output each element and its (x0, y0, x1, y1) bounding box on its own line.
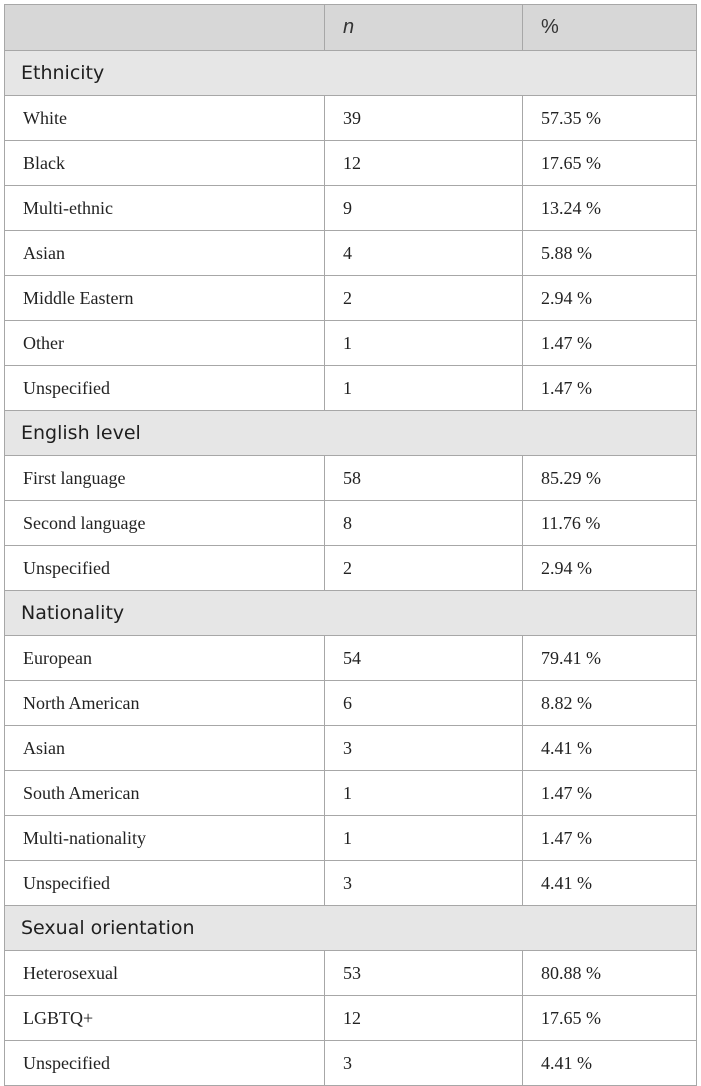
section-title: Ethnicity (5, 51, 697, 96)
row-count: 39 (325, 96, 523, 141)
row-count: 2 (325, 546, 523, 591)
row-label: Asian (5, 231, 325, 276)
row-label: White (5, 96, 325, 141)
row-percent: 17.65 % (523, 141, 697, 186)
table-row (5, 681, 697, 726)
row-count: 54 (325, 636, 523, 681)
section-title: Nationality (5, 591, 697, 636)
table-row (5, 771, 697, 816)
row-percent: 5.88 % (523, 231, 697, 276)
row-count: 4 (325, 231, 523, 276)
demographics-table-container (4, 4, 696, 1086)
row-percent: 79.41 % (523, 636, 697, 681)
row-label: Unspecified (5, 1041, 325, 1086)
row-count: 6 (325, 681, 523, 726)
row-percent: 80.88 % (523, 951, 697, 996)
table-row (5, 366, 697, 411)
row-count: 12 (325, 996, 523, 1041)
table-row (5, 96, 697, 141)
row-percent: 1.47 % (523, 321, 697, 366)
table-row (5, 501, 697, 546)
row-count: 9 (325, 186, 523, 231)
table-row (5, 1041, 697, 1086)
row-label: Second language (5, 501, 325, 546)
row-label: Unspecified (5, 546, 325, 591)
row-count: 1 (325, 816, 523, 861)
row-label: Other (5, 321, 325, 366)
row-label: Unspecified (5, 861, 325, 906)
row-percent: 17.65 % (523, 996, 697, 1041)
row-label: Multi-ethnic (5, 186, 325, 231)
section-row (5, 51, 697, 96)
table-row (5, 726, 697, 771)
row-label: Multi-nationality (5, 816, 325, 861)
row-percent: 4.41 % (523, 726, 697, 771)
row-count: 3 (325, 1041, 523, 1086)
row-percent: 1.47 % (523, 366, 697, 411)
row-label: South American (5, 771, 325, 816)
table-row (5, 321, 697, 366)
table-row (5, 996, 697, 1041)
row-percent: 11.76 % (523, 501, 697, 546)
row-percent: 85.29 % (523, 456, 697, 501)
table-row (5, 456, 697, 501)
table-row (5, 816, 697, 861)
row-percent: 57.35 % (523, 96, 697, 141)
demographics-table (4, 4, 697, 1086)
header-category (5, 5, 325, 51)
section-row (5, 411, 697, 456)
table-row (5, 951, 697, 996)
row-label: North American (5, 681, 325, 726)
row-label: European (5, 636, 325, 681)
row-count: 8 (325, 501, 523, 546)
row-percent: 8.82 % (523, 681, 697, 726)
row-label: Black (5, 141, 325, 186)
row-percent: 2.94 % (523, 546, 697, 591)
row-count: 3 (325, 726, 523, 771)
section-title: Sexual orientation (5, 906, 697, 951)
row-percent: 2.94 % (523, 276, 697, 321)
row-label: LGBTQ+ (5, 996, 325, 1041)
header-percent: % (523, 5, 697, 51)
section-row (5, 591, 697, 636)
row-label: Middle Eastern (5, 276, 325, 321)
header-count: n (325, 5, 523, 51)
row-count: 3 (325, 861, 523, 906)
row-count: 1 (325, 366, 523, 411)
row-label: First language (5, 456, 325, 501)
row-percent: 4.41 % (523, 861, 697, 906)
row-label: Unspecified (5, 366, 325, 411)
row-percent: 4.41 % (523, 1041, 697, 1086)
row-percent: 1.47 % (523, 816, 697, 861)
row-label: Asian (5, 726, 325, 771)
row-percent: 13.24 % (523, 186, 697, 231)
table-row (5, 231, 697, 276)
row-count: 1 (325, 771, 523, 816)
row-count: 2 (325, 276, 523, 321)
table-row (5, 276, 697, 321)
row-count: 12 (325, 141, 523, 186)
row-count: 1 (325, 321, 523, 366)
table-row (5, 636, 697, 681)
row-label: Heterosexual (5, 951, 325, 996)
row-percent: 1.47 % (523, 771, 697, 816)
section-title: English level (5, 411, 697, 456)
table-header-row (5, 5, 697, 51)
table-row (5, 861, 697, 906)
table-row (5, 186, 697, 231)
row-count: 53 (325, 951, 523, 996)
section-row (5, 906, 697, 951)
table-row (5, 546, 697, 591)
row-count: 58 (325, 456, 523, 501)
table-row (5, 141, 697, 186)
